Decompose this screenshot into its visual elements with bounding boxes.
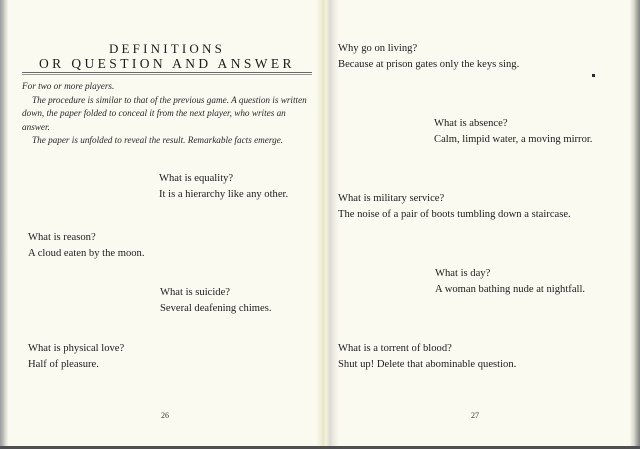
chapter-title-line2: OR QUESTION AND ANSWER — [39, 56, 295, 71]
title-rule — [22, 72, 312, 73]
title-rule-secondary — [22, 74, 312, 75]
question: What is equality? — [159, 173, 234, 184]
question: What is military service? — [338, 193, 445, 204]
answer: A cloud eaten by the moon. — [28, 248, 145, 259]
answer: Calm, limpid water, a moving mirror. — [434, 134, 593, 145]
qa-entry — [338, 41, 519, 73]
answer: It is a hierarchy like any other. — [159, 189, 289, 200]
qa-entry — [28, 230, 145, 262]
question: Why go on living? — [338, 43, 418, 54]
question: What is physical love? — [28, 343, 125, 354]
intro-result: The paper is unfolded to reveal the result. Remarkable facts emerge. — [32, 135, 284, 145]
question: What is day? — [435, 268, 491, 279]
left-page — [8, 0, 316, 446]
intro-players: For two or more players. — [22, 81, 115, 91]
question: What is absence? — [434, 118, 508, 129]
answer: Because at prison gates only the keys sing. — [338, 59, 520, 70]
intro-procedure: The procedure is similar to that of the previous game. A question is written down, the paper folded to conceal it from the next player, who writes an answer. — [22, 94, 307, 132]
qa-entry — [435, 266, 585, 298]
chapter-title-line1: DEFINITIONS — [108, 41, 226, 56]
qa-entry — [434, 116, 592, 148]
page-edge-left — [0, 0, 8, 446]
qa-entry — [338, 191, 571, 223]
question: What is reason? — [28, 232, 96, 243]
answer: A woman bathing nude at nightfall. — [435, 284, 586, 295]
right-page — [338, 0, 630, 446]
qa-entry — [160, 285, 271, 317]
answer: Half of pleasure. — [28, 359, 99, 370]
answer: The noise of a pair of boots tumbling down a staircase. — [338, 209, 571, 220]
qa-entry — [28, 341, 124, 373]
answer: Shut up! Delete that abominable question. — [338, 359, 517, 370]
qa-entry — [338, 341, 516, 373]
page-number: 27 — [471, 411, 479, 420]
qa-entry — [159, 171, 288, 203]
question: What is suicide? — [160, 287, 231, 298]
answer: Several deafening chimes. — [160, 303, 272, 314]
page-number: 26 — [161, 411, 169, 420]
ink-speck — [592, 74, 595, 77]
intro-text — [22, 80, 312, 148]
page-edge-right — [630, 0, 640, 446]
question: What is a torrent of blood? — [338, 343, 452, 354]
book-spine — [316, 0, 338, 446]
